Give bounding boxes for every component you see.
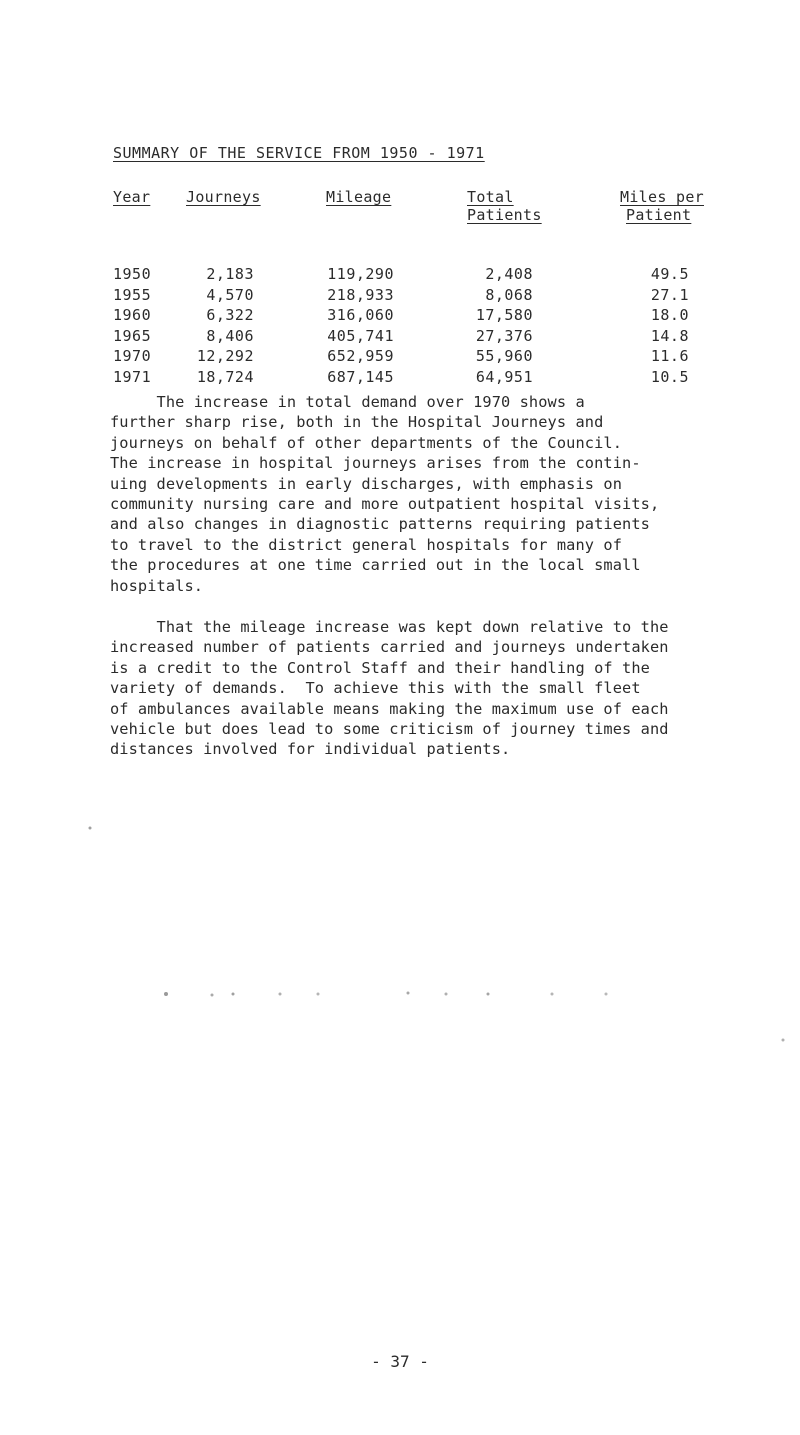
cell-mileage: 316,060 <box>327 306 394 324</box>
cell-journeys: 8,406 <box>206 326 254 345</box>
cell-year: 1960 <box>113 306 152 324</box>
speck <box>232 993 235 996</box>
speck <box>605 993 608 996</box>
cell-journeys: 18,724 <box>196 367 254 386</box>
cell-mileage: 652,959 <box>327 347 394 365</box>
cell-year: 1955 <box>113 285 152 304</box>
cell-total-patients: 55,960 <box>475 347 533 365</box>
page-number: - 37 - <box>371 1352 429 1371</box>
header-patients-label: Patients <box>467 206 542 224</box>
header-journeys-label: Journeys <box>186 188 261 206</box>
cell-year: 1950 <box>113 265 152 283</box>
header-total-label: Total <box>467 188 514 206</box>
cell-miles-per-patient: 11.6 <box>650 347 689 365</box>
speck <box>407 992 410 995</box>
cell-miles-per-patient: 18.0 <box>650 306 689 324</box>
speck <box>317 993 320 996</box>
cell-mileage: 405,741 <box>327 326 394 345</box>
cell-mileage: 119,290 <box>327 265 394 283</box>
cell-mileage: 687,145 <box>327 367 394 386</box>
header-mileage-label: Mileage <box>326 188 392 206</box>
cell-total-patients: 2,408 <box>485 265 533 283</box>
cell-journeys: 2,183 <box>206 265 254 283</box>
cell-miles-per-patient: 14.8 <box>650 326 689 345</box>
paragraph-demand-increase: The increase in total demand over 1970 shows a further sharp rise, both in the Hospital Journeys and journeys on behalf of other departments of the Council. The increase in hospital journeys arises from the contin- uing developments in early discharges, with emphasis on community nursing care and more outpatient hospital visits, and also changes in diagnostic patterns requiring patients to travel to the district general hospitals for many of the procedures at one time carried out in the local small hospitals. <box>110 393 660 595</box>
paragraph-mileage-control: That the mileage increase was kept down relative to the increased number of patients carried and journeys undertaken is a credit to the Control Staff and their handling of the variety of demands. To achieve this with the small fleet of ambulances available means making the maximum use of each vehicle but does lead to some criticism of journey times and distances involved for individual patients. <box>110 618 669 759</box>
speck <box>164 992 168 996</box>
header-year-label: Year <box>113 188 151 206</box>
cell-total-patients: 64,951 <box>475 367 533 386</box>
cell-total-patients: 17,580 <box>475 306 533 324</box>
speck <box>211 994 214 997</box>
speck <box>89 827 92 830</box>
cell-year: 1965 <box>113 326 152 345</box>
cell-miles-per-patient: 49.5 <box>650 265 689 283</box>
cell-miles-per-patient: 10.5 <box>650 367 689 386</box>
header-patient-label: Patient <box>626 206 692 224</box>
cell-mileage: 218,933 <box>327 285 394 304</box>
cell-journeys: 12,292 <box>196 347 254 365</box>
cell-year: 1971 <box>113 367 152 386</box>
speck <box>782 1039 785 1042</box>
cell-year: 1970 <box>113 347 152 365</box>
speck <box>279 993 282 996</box>
speck <box>487 993 490 996</box>
cell-journeys: 4,570 <box>206 285 254 304</box>
header-miles-per-label: Miles per <box>620 188 704 206</box>
speck <box>445 993 448 996</box>
cell-journeys: 6,322 <box>206 306 254 324</box>
cell-total-patients: 27,376 <box>475 326 533 345</box>
speck <box>551 993 554 996</box>
cell-miles-per-patient: 27.1 <box>650 285 689 304</box>
document-title: SUMMARY OF THE SERVICE FROM 1950 - 1971 <box>113 144 485 162</box>
cell-total-patients: 8,068 <box>485 285 533 304</box>
